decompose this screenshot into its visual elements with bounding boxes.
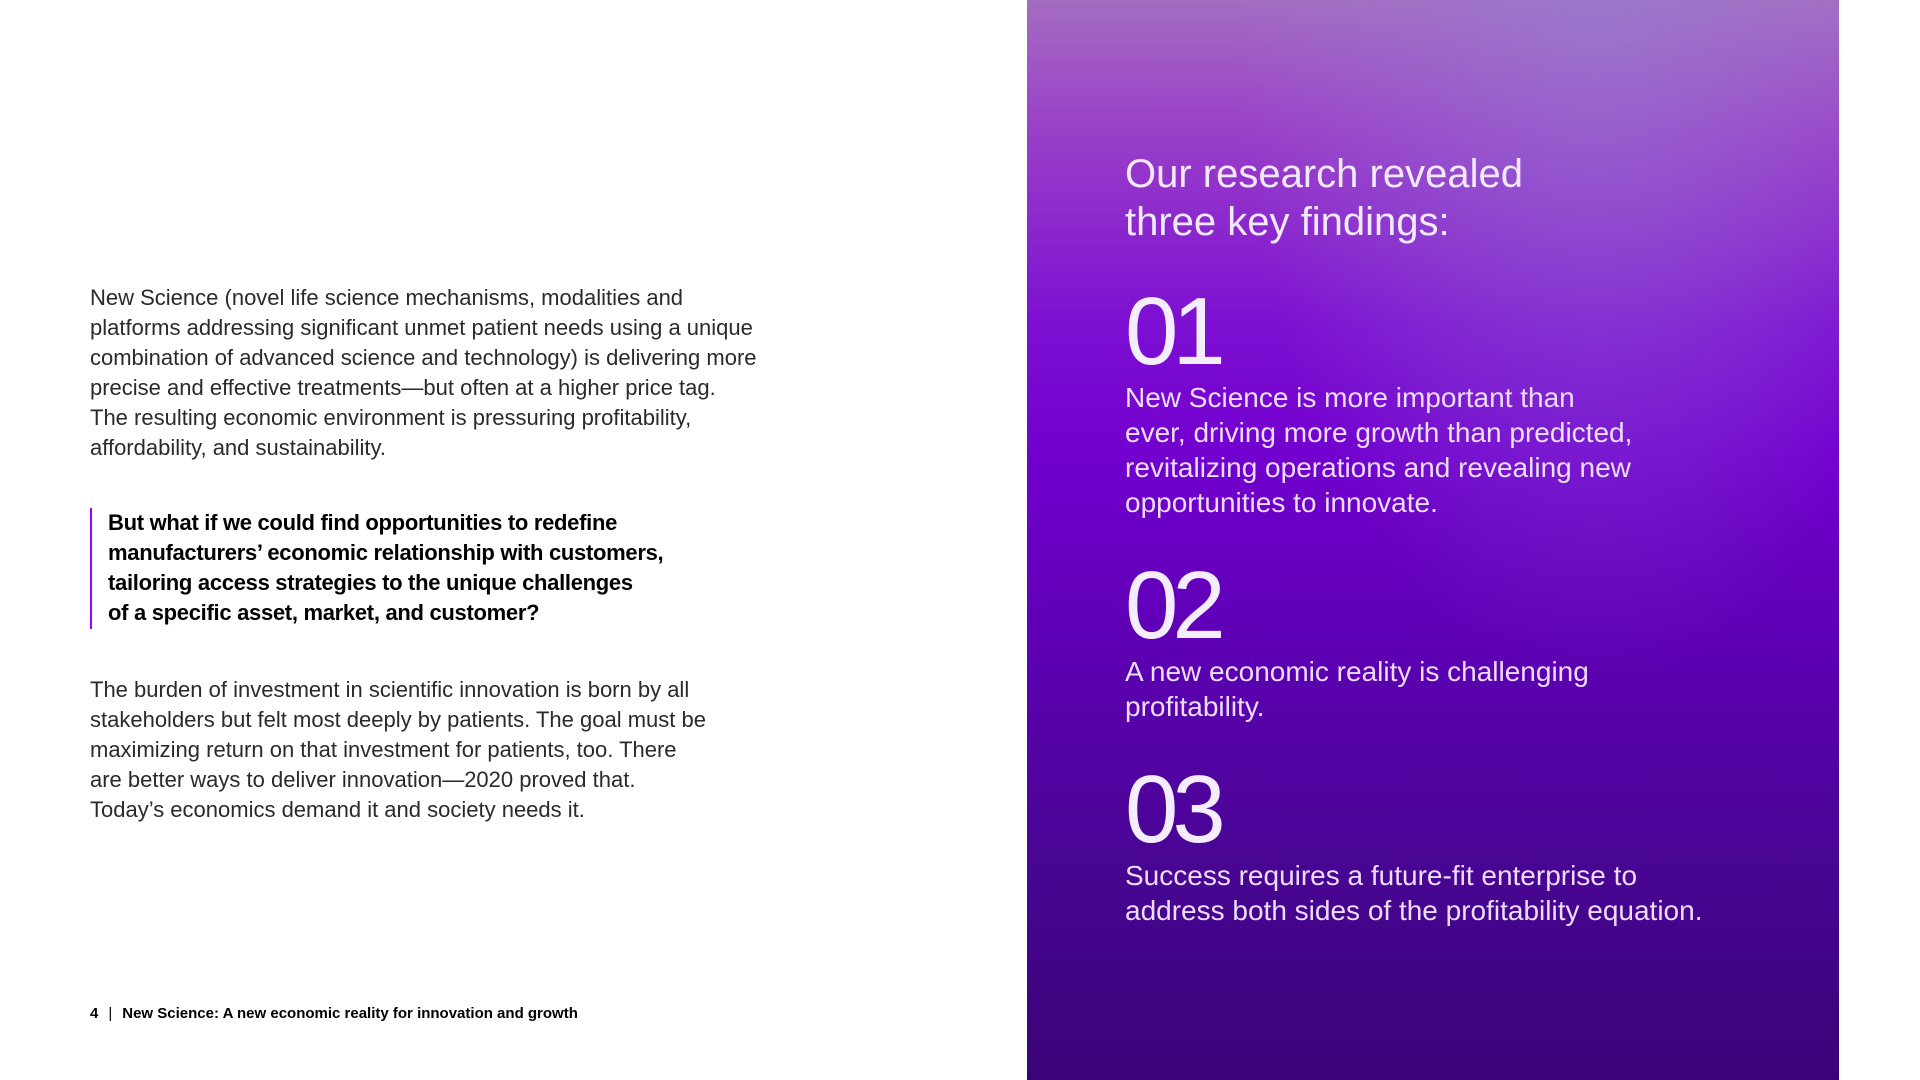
body-line: are better ways to deliver innovation—2020 proved that. — [90, 767, 636, 792]
finding-line: ever, driving more growth than predicted, — [1125, 417, 1633, 448]
intro-line: platforms addressing significant unmet patient needs using a unique — [90, 315, 753, 340]
footer-separator: | — [108, 1005, 113, 1022]
finding-number: 03 — [1125, 756, 1220, 863]
body-line: maximizing return on that investment for patients, too. There — [90, 737, 677, 762]
body-line: stakeholders but felt most deeply by patients. The goal must be — [90, 707, 706, 732]
intro-line: precise and effective treatments—but often at a higher price tag. — [90, 375, 716, 400]
finding-01 — [1125, 278, 1805, 520]
findings-panel — [1027, 0, 1839, 1080]
intro-line: The resulting economic environment is pressuring profitability, — [90, 405, 692, 430]
quote-line: of a specific asset, market, and customer? — [108, 600, 540, 625]
finding-line: profitability. — [1125, 691, 1265, 722]
body-paragraph — [90, 675, 810, 825]
left-column — [90, 0, 870, 1080]
page-footer — [90, 1005, 578, 1022]
quote-line: tailoring access strategies to the unique challenges — [108, 570, 633, 595]
finding-number: 01 — [1125, 278, 1220, 385]
finding-line: opportunities to innovate. — [1125, 487, 1438, 518]
quote-line: But what if we could find opportunities to redefine — [108, 510, 618, 535]
findings-title — [1125, 150, 1725, 246]
finding-text — [1125, 654, 1805, 724]
findings-title-line: three key findings: — [1125, 200, 1450, 244]
finding-02 — [1125, 552, 1805, 724]
intro-line: New Science (novel life science mechanisms, modalities and — [90, 285, 684, 310]
finding-03 — [1125, 756, 1805, 928]
pull-quote-text — [108, 508, 748, 628]
page-number: 4 — [90, 1005, 99, 1022]
finding-text — [1125, 380, 1805, 520]
finding-line: A new economic reality is challenging — [1125, 656, 1589, 687]
body-line: Today’s economics demand it and society needs it. — [90, 797, 585, 822]
quote-line: manufacturers’ economic relationship with customers, — [108, 540, 664, 565]
finding-line: address both sides of the profitability equation. — [1125, 895, 1703, 926]
finding-line: New Science is more important than — [1125, 382, 1575, 413]
finding-line: Success requires a future-fit enterprise to — [1125, 860, 1638, 891]
findings-title-line: Our research revealed — [1125, 152, 1523, 196]
footer-title: New Science: A new economic reality for innovation and growth — [122, 1005, 578, 1022]
pull-quote — [90, 508, 810, 629]
body-line: The burden of investment in scientific innovation is born by all — [90, 677, 690, 702]
intro-line: combination of advanced science and technology) is delivering more — [90, 345, 757, 370]
intro-line: affordability, and sustainability. — [90, 435, 386, 460]
finding-text — [1125, 858, 1805, 928]
finding-line: revitalizing operations and revealing new — [1125, 452, 1631, 483]
intro-paragraph — [90, 283, 870, 463]
finding-number: 02 — [1125, 552, 1220, 659]
